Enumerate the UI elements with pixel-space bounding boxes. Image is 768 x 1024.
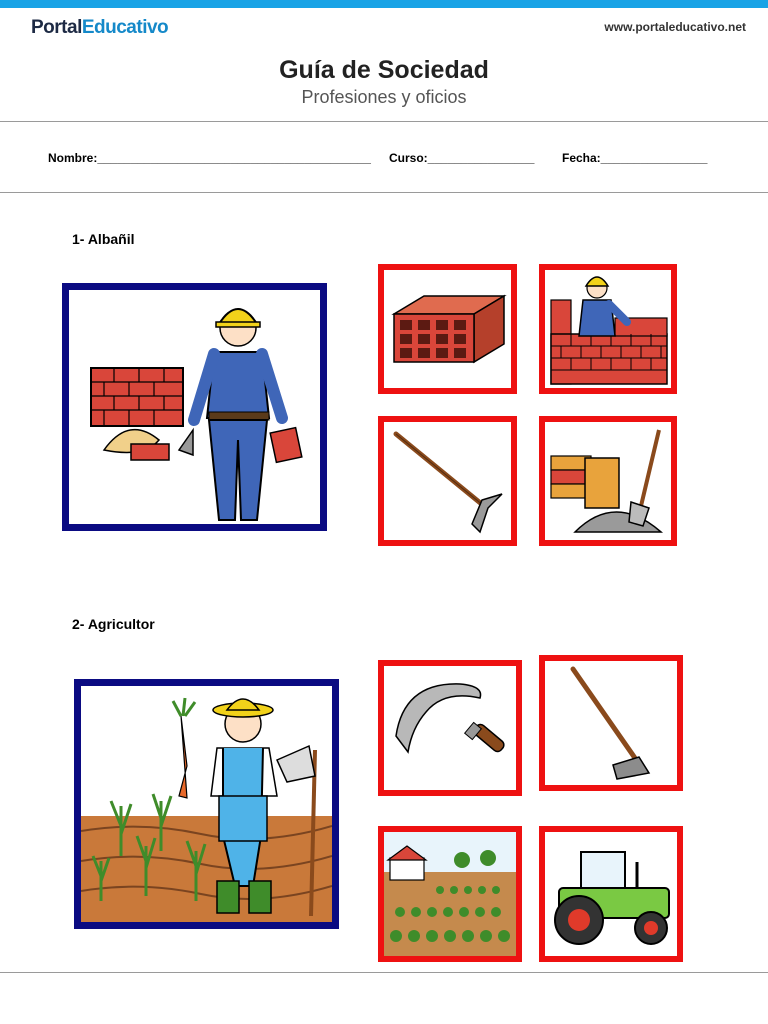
logo-text-portal: Portal [31,17,82,38]
option-tractor[interactable] [539,826,683,962]
section-title-agricultor: 2- Agricultor [72,616,155,632]
hoe-icon [545,661,677,785]
option-farm-field[interactable] [378,826,522,962]
site-url[interactable]: www.portaleducativo.net [604,20,746,34]
top-accent-bar [0,0,768,8]
cement-bags-shovel-icon [545,422,671,540]
tractor-icon [545,832,677,956]
bricklayer-building-wall-icon [545,270,671,388]
divider-top [0,121,768,122]
bricklayer-icon [69,290,320,524]
name-field[interactable]: Nombre:_________________________________________ [48,151,371,165]
page-subtitle: Profesiones y oficios [301,87,467,107]
option-hollow-brick[interactable] [378,264,517,394]
logo-text-educativo: Educativo [81,17,169,38]
date-field[interactable]: Fecha:________________ [562,151,708,165]
option-bricklayer-building-wall[interactable] [539,264,677,394]
divider-bottom [0,972,768,973]
sickle-icon [384,666,516,790]
option-sickle[interactable] [378,660,522,796]
farmer-main-image [74,679,339,929]
course-field[interactable]: Curso:________________ [389,151,535,165]
hollow-brick-icon [384,270,511,388]
divider-fields [0,192,768,193]
farmer-icon [81,686,332,922]
page-title: Guía de Sociedad [279,56,489,84]
pickaxe-icon [384,422,511,540]
option-hoe[interactable] [539,655,683,791]
farm-field-icon [384,832,516,956]
bricklayer-main-image [62,283,327,531]
section-title-albanil: 1- Albañil [72,231,135,247]
option-cement-bags-shovel[interactable] [539,416,677,546]
portal-educativo-logo[interactable] [31,17,168,39]
option-pickaxe[interactable] [378,416,517,546]
